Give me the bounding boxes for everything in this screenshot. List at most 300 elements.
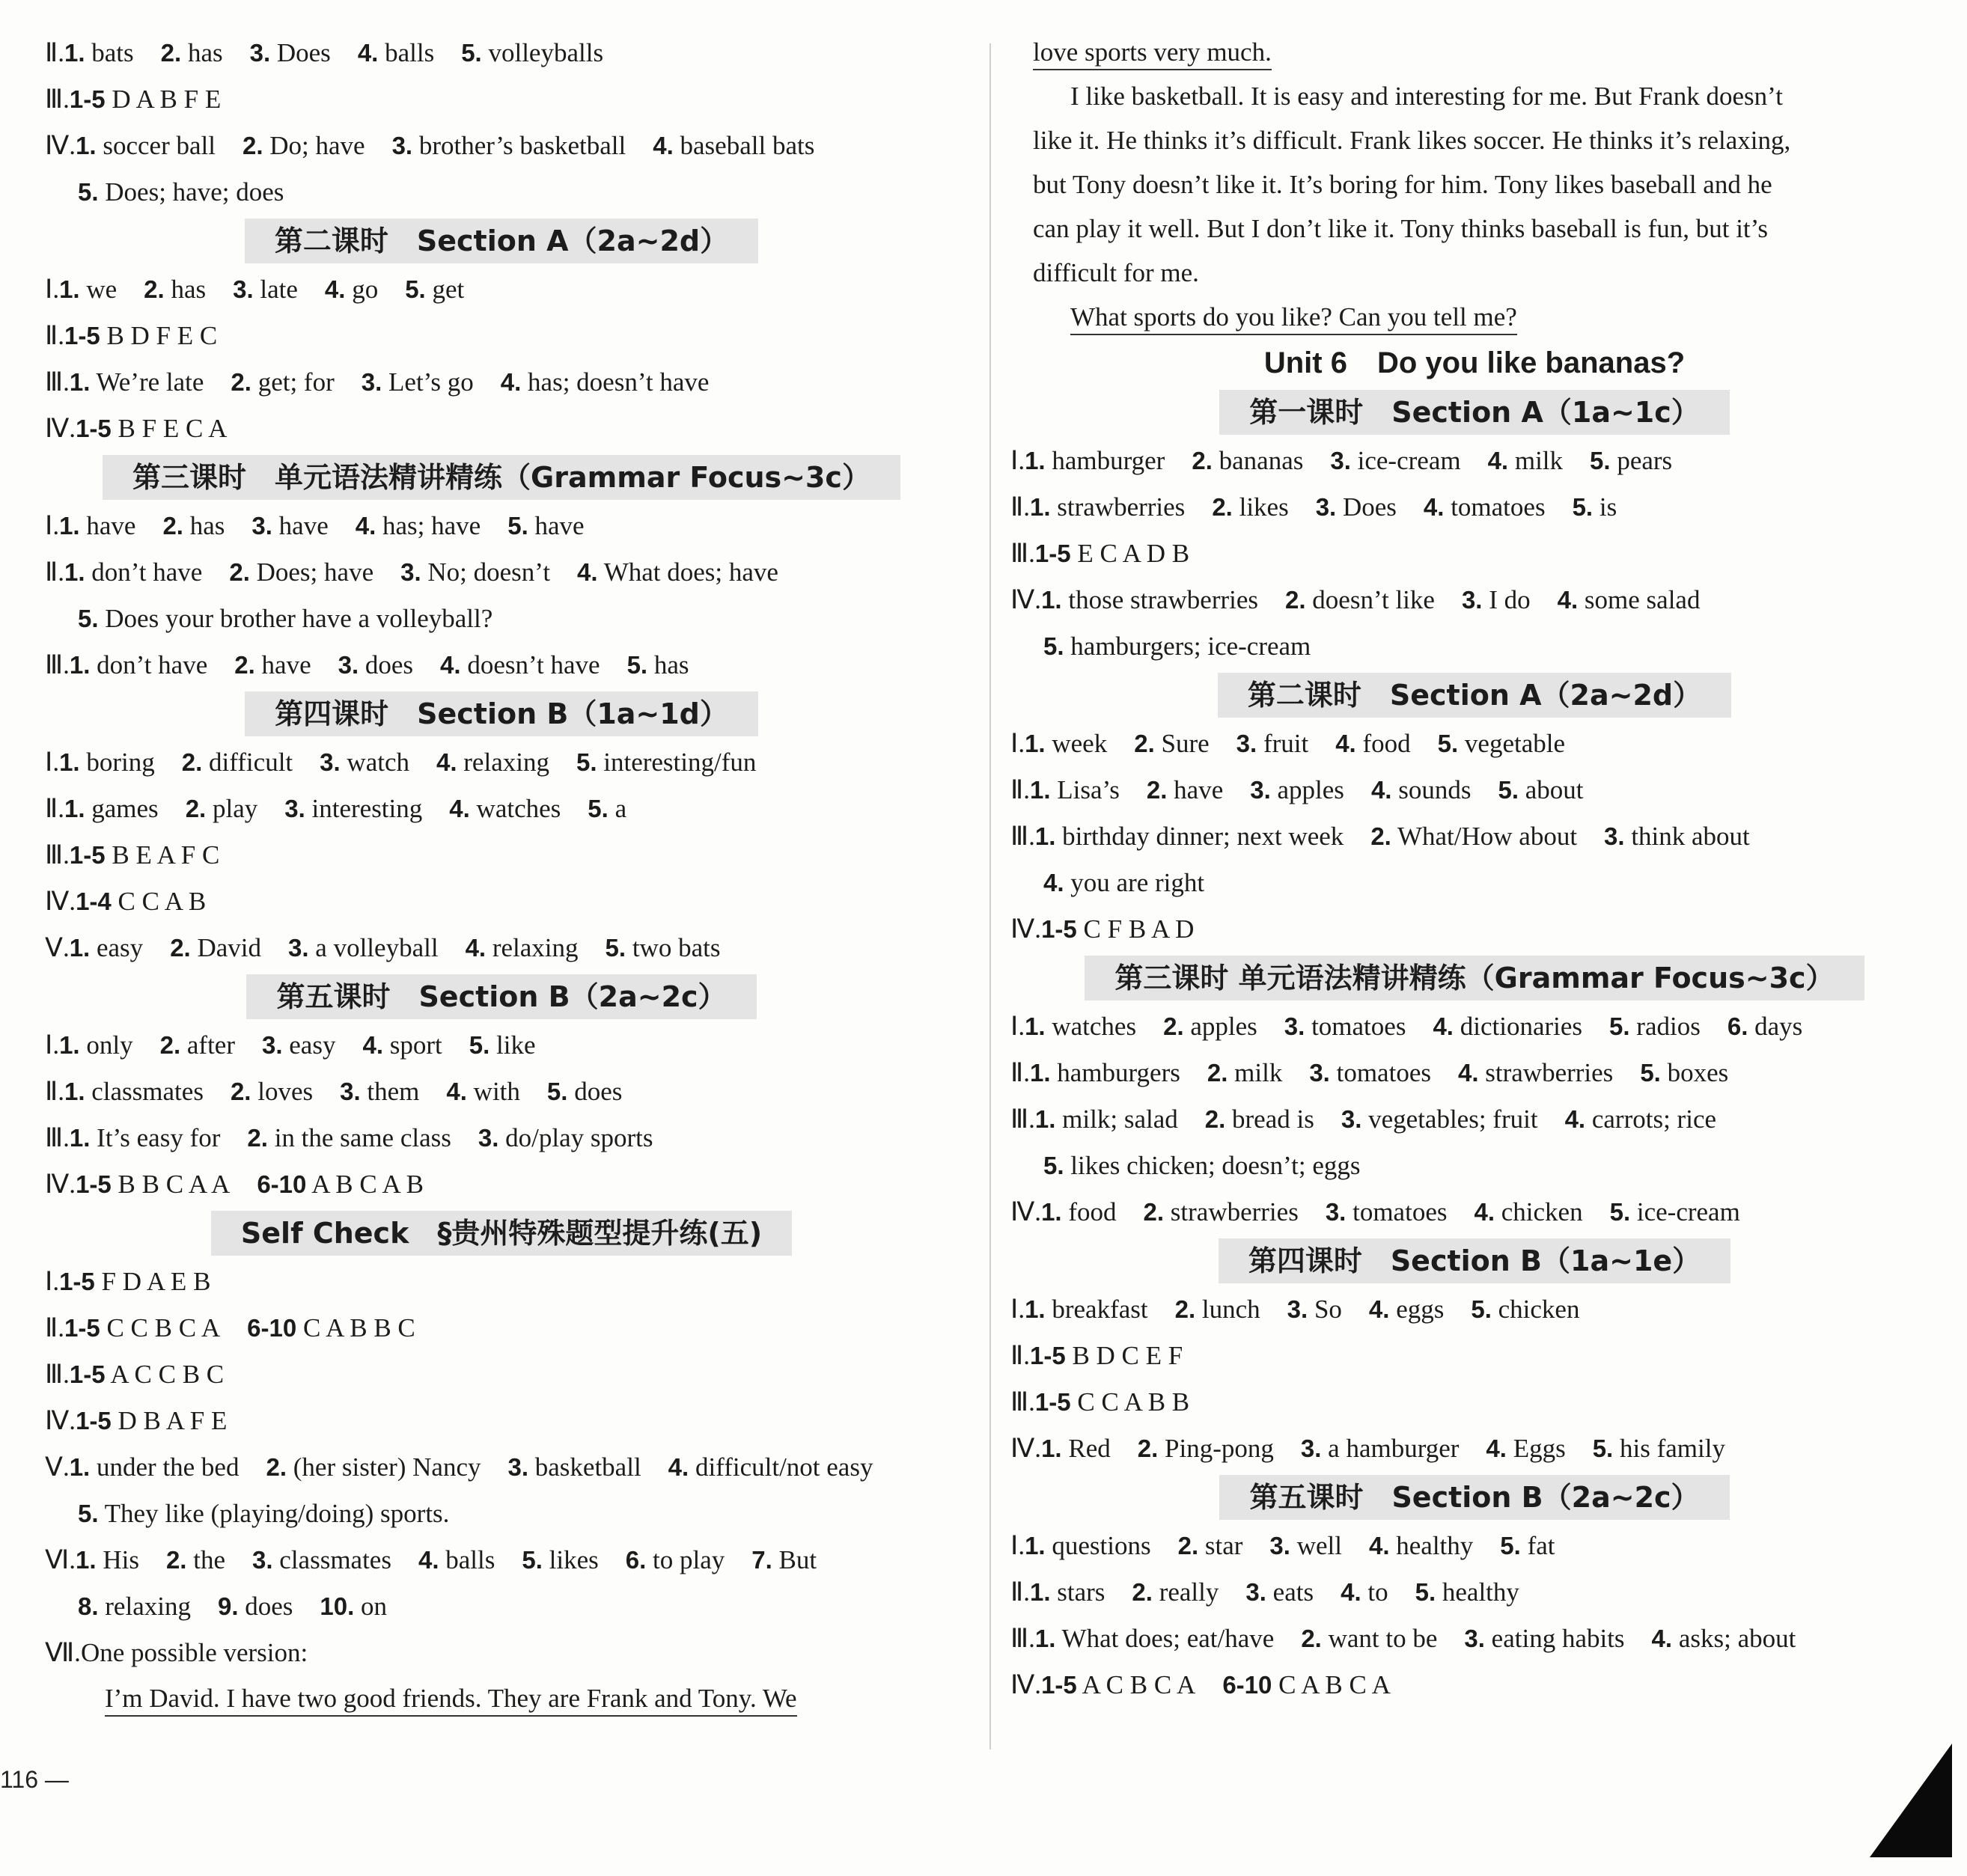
- answer-item: 6-10 A B C A B: [257, 1170, 424, 1199]
- exercise-number: Ⅲ.: [45, 650, 70, 679]
- answer-line: [1010, 484, 1939, 531]
- exercise-number: Ⅰ.: [45, 275, 60, 304]
- answer-line: [45, 549, 958, 596]
- column-divider: [989, 43, 991, 1750]
- answer-line: [1010, 1286, 1939, 1333]
- answer-item: 4. difficult/not easy: [668, 1452, 873, 1482]
- answer-line: [1010, 438, 1939, 484]
- answer-item: 5. is: [1572, 492, 1617, 522]
- answer-item: 3. eats: [1245, 1577, 1314, 1607]
- section-heading-row: [1010, 388, 1939, 436]
- answer-item: 3. have: [251, 511, 329, 540]
- section-heading: 第三课时 单元语法精讲精练（Grammar Focus~3c）: [1085, 956, 1864, 1000]
- essay-text: difficult for me.: [1033, 258, 1199, 287]
- answer-item: 3. No; doesn’t: [400, 557, 551, 587]
- answer-item: 3. Let’s go: [361, 367, 474, 397]
- answer-item: 5. like: [469, 1030, 536, 1060]
- exercise-number: Ⅳ.: [1010, 1197, 1042, 1226]
- answer-item: 6-10 C A B C A: [1222, 1670, 1391, 1699]
- essay-text: like it. He thinks it’s difficult. Frank likes soccer. He thinks it’s relaxing,: [1033, 126, 1791, 155]
- answer-item: 1. we: [59, 275, 118, 304]
- answer-line: [1010, 721, 1939, 767]
- answer-item: 3. a hamburger: [1300, 1434, 1460, 1463]
- answer-line: [1010, 1569, 1939, 1616]
- answer-item: 3. brother’s basketball: [391, 131, 626, 160]
- answer-item: 2. (her sister) Nancy: [266, 1452, 481, 1482]
- answer-line: [45, 642, 958, 688]
- exercise-number: Ⅱ.: [1010, 775, 1030, 804]
- section-heading-row: [1010, 671, 1939, 719]
- section-heading-row: [1010, 954, 1939, 1002]
- answer-item: 1. birthday dinner; next week: [1034, 822, 1344, 851]
- exercise-number: Ⅱ.: [1010, 492, 1030, 522]
- answer-item: 1. boring: [59, 748, 155, 777]
- answer-item: 3. apples: [1250, 775, 1344, 804]
- answer-line: [1010, 531, 1939, 577]
- exercise-number: Ⅰ.: [1010, 446, 1025, 475]
- answer-item: 3. a volleyball: [288, 933, 439, 962]
- answer-item: 2. have: [234, 650, 311, 679]
- answer-item: 4. you are right: [1043, 868, 1205, 897]
- answer-item: 2. get; for: [231, 367, 335, 397]
- answer-item: 3. I do: [1461, 585, 1531, 614]
- answer-item: 2. have: [1146, 775, 1224, 804]
- exercise-number: Ⅲ.: [45, 1123, 70, 1152]
- answer-line: [45, 76, 958, 123]
- answer-item: 1. Red: [1041, 1434, 1111, 1463]
- answer-item: 3. classmates: [252, 1545, 391, 1574]
- answer-line: [45, 879, 958, 925]
- answer-line: [45, 1022, 958, 1069]
- answer-item: 4. sounds: [1370, 775, 1472, 804]
- section-heading: 第四课时 Section B（1a~1e）: [1219, 1238, 1730, 1283]
- answer-item: 3. well: [1269, 1531, 1342, 1560]
- answer-item: 1. soccer ball: [76, 131, 216, 160]
- answer-item: 4. relaxing: [436, 748, 549, 777]
- answer-item: 2. loves: [230, 1077, 314, 1106]
- answer-item: 6. days: [1727, 1012, 1803, 1041]
- section-heading-row: [45, 217, 958, 265]
- answer-line: [1010, 1662, 1939, 1708]
- answer-line: [45, 1398, 958, 1444]
- answer-item: 1. bats: [64, 38, 134, 67]
- exercise-number: Ⅱ.: [45, 1077, 64, 1106]
- answer-line-continued: [1010, 860, 1939, 906]
- answer-line: [1010, 906, 1939, 953]
- unit-title: Unit 6 Do you like bananas?: [1263, 346, 1686, 379]
- answer-line: [45, 786, 958, 832]
- answer-item: 1. Lisa’s: [1029, 775, 1120, 804]
- answer-item: 2. Ping-pong: [1137, 1434, 1274, 1463]
- answer-item: 2. Does; have: [229, 557, 374, 587]
- answer-item: 1. His: [76, 1545, 139, 1574]
- answer-item: 3. tomatoes: [1309, 1058, 1431, 1087]
- answer-item: 1-4 C C A B: [76, 887, 207, 916]
- answer-line: [45, 1259, 958, 1305]
- answer-item: 5. volleyballs: [461, 38, 604, 67]
- answer-item: 1. watches: [1025, 1012, 1137, 1041]
- essay-line: [45, 1676, 958, 1720]
- answer-item: 1. milk; salad: [1034, 1104, 1178, 1134]
- exercise-number: Ⅳ.: [1010, 1670, 1042, 1699]
- answer-line: [1010, 577, 1939, 623]
- answer-item: 2. has: [160, 38, 223, 67]
- answer-item: 3. do/play sports: [478, 1123, 653, 1152]
- answer-item: 4. go: [324, 275, 379, 304]
- answer-item: 1-5 B F E C A: [76, 414, 228, 443]
- answer-item: 1. hamburgers: [1029, 1058, 1180, 1087]
- answer-line: [45, 1444, 958, 1491]
- exercise-number: Ⅰ.: [45, 1267, 60, 1296]
- exercise-number: Ⅳ.: [45, 1170, 76, 1199]
- answer-item: 1. What does; eat/have: [1034, 1624, 1275, 1653]
- answer-item: 5. vegetable: [1437, 729, 1566, 758]
- exercise-number: Ⅳ.: [45, 887, 76, 916]
- answer-item: 1. food: [1041, 1197, 1117, 1226]
- answer-item: 1. strawberries: [1029, 492, 1186, 522]
- answer-line: [1010, 1426, 1939, 1472]
- exercise-number: Ⅱ.: [1010, 1341, 1030, 1370]
- essay-line: [1010, 74, 1939, 118]
- answer-item: 3. vegetables; fruit: [1341, 1104, 1538, 1134]
- exercise-number: Ⅰ.: [45, 511, 60, 540]
- exercise-number: Ⅳ.: [45, 131, 76, 160]
- answer-item: 4. has; have: [355, 511, 481, 540]
- section-heading: 第四课时 Section B（1a~1d）: [245, 691, 758, 736]
- section-heading-row: [1010, 1473, 1939, 1521]
- answer-item: 3. So: [1287, 1295, 1342, 1324]
- exercise-number: Ⅳ.: [1010, 914, 1042, 944]
- answer-item: 2. Do; have: [242, 131, 365, 160]
- exercise-number: Ⅴ.: [45, 933, 70, 962]
- answer-item: 9. does: [217, 1592, 293, 1621]
- exercise-number: Ⅳ.: [1010, 585, 1042, 614]
- answer-line: [45, 739, 958, 786]
- answer-item: 3. basketball: [507, 1452, 641, 1482]
- answer-item: 4. chicken: [1474, 1197, 1583, 1226]
- answer-item: 5. likes: [522, 1545, 599, 1574]
- answer-item: 6-10 C A B B C: [247, 1313, 415, 1342]
- answer-item: 5. likes chicken; doesn’t; eggs: [1043, 1151, 1361, 1180]
- essay-text: but Tony doesn’t like it. It’s boring for him. Tony likes baseball and he: [1033, 170, 1772, 199]
- answer-line: [45, 359, 958, 406]
- answer-item: 3. late: [233, 275, 298, 304]
- exercise-number: Ⅰ.: [1010, 1012, 1025, 1041]
- answer-item: 3. Does: [1315, 492, 1397, 522]
- answer-item: 1-5 C C A B B: [1034, 1387, 1190, 1417]
- answer-item: 7. But: [751, 1545, 817, 1574]
- answer-item: 3. Does: [249, 38, 331, 67]
- answer-item: 3. ice-cream: [1330, 446, 1461, 475]
- answer-item: 5. fat: [1500, 1531, 1555, 1560]
- answer-item: 2. lunch: [1174, 1295, 1260, 1324]
- answer-item: 2. after: [159, 1030, 235, 1060]
- right-column: [1010, 30, 1939, 1708]
- exercise-number: Ⅲ.: [45, 1360, 70, 1389]
- essay-text: I like basketball. It is easy and interesting for me. But Frank doesn’t: [1070, 82, 1783, 111]
- answer-item: 4. some salad: [1557, 585, 1701, 614]
- answer-item: 5. hamburgers; ice-cream: [1043, 632, 1311, 661]
- answer-item: 1-5 B E A F C: [69, 840, 220, 870]
- answer-item: 2. want to be: [1301, 1624, 1438, 1653]
- answer-line: [1010, 1189, 1939, 1235]
- answer-item: 1. stars: [1029, 1577, 1106, 1607]
- answer-item: 5. radios: [1609, 1012, 1701, 1041]
- answer-item: 1. breakfast: [1025, 1295, 1148, 1324]
- answer-line-continued: [45, 1491, 958, 1537]
- answer-line: [45, 30, 958, 76]
- answer-item: 4. has; doesn’t have: [500, 367, 710, 397]
- answer-item: 4. healthy: [1368, 1531, 1474, 1560]
- answer-item: 1. those strawberries: [1041, 585, 1259, 614]
- essay-line: [1010, 251, 1939, 295]
- section-heading: Self Check §贵州特殊题型提升练(五): [211, 1211, 792, 1256]
- answer-line: [45, 266, 958, 313]
- answer-line: [45, 832, 958, 879]
- answer-item: 1-5 B D C E F: [1029, 1341, 1183, 1370]
- answer-line: [1010, 1003, 1939, 1050]
- essay-line: [1010, 207, 1939, 251]
- answer-line: [1010, 1379, 1939, 1426]
- answer-item: 4. Eggs: [1486, 1434, 1566, 1463]
- answer-item: 2. milk: [1207, 1058, 1283, 1087]
- answer-item: 5. Does; have; does: [78, 177, 284, 207]
- exercise-number: Ⅲ.: [1010, 1104, 1035, 1134]
- section-heading: 第五课时 Section B（2a~2c）: [1219, 1475, 1729, 1520]
- answer-line: [1010, 1616, 1939, 1662]
- answer-line-continued: [45, 1583, 958, 1630]
- exercise-number: Ⅱ.: [1010, 1577, 1030, 1607]
- answer-item: 4. asks; about: [1651, 1624, 1796, 1653]
- answer-item: 1-5 E C A D B: [1034, 539, 1190, 568]
- answer-line-continued: [1010, 623, 1939, 670]
- answer-item: 1. questions: [1025, 1531, 1151, 1560]
- essay-line: [1010, 118, 1939, 162]
- corner-tab-mark: [1870, 1744, 1952, 1857]
- answer-item: 6. to play: [625, 1545, 725, 1574]
- answer-item: 4. sport: [362, 1030, 442, 1060]
- answer-item: 3. easy: [261, 1030, 336, 1060]
- answer-line: [1010, 1096, 1939, 1143]
- answer-item: 4. relaxing: [465, 933, 579, 962]
- answer-item: 4. with: [446, 1077, 520, 1106]
- exercise-number: Ⅳ.: [45, 414, 76, 443]
- essay-line: [1010, 162, 1939, 207]
- answer-line: [1010, 1050, 1939, 1096]
- exercise-number: Ⅱ.: [45, 38, 64, 67]
- answer-item: 2. bread is: [1204, 1104, 1314, 1134]
- answer-item: 3. interesting: [284, 794, 423, 823]
- answer-item: 4. balls: [418, 1545, 495, 1574]
- answer-line: [45, 1351, 958, 1398]
- answer-item: 3. tomatoes: [1325, 1197, 1448, 1226]
- answer-item: 2. difficult: [181, 748, 293, 777]
- exercise-number: Ⅱ.: [1010, 1058, 1030, 1087]
- exercise-number: Ⅰ.: [1010, 1531, 1025, 1560]
- answer-item: 2. strawberries: [1143, 1197, 1299, 1226]
- answer-item: 1. hamburger: [1025, 446, 1165, 475]
- answer-line: [45, 1115, 958, 1161]
- exercise-number: Ⅲ.: [45, 85, 70, 114]
- answer-item: 1. only: [59, 1030, 133, 1060]
- answer-line: [45, 1630, 958, 1676]
- left-column: [45, 30, 958, 1720]
- answer-item: 4. food: [1335, 729, 1411, 758]
- exercise-number: Ⅰ.: [45, 748, 60, 777]
- answer-line-continued: [1010, 1143, 1939, 1189]
- answer-item: 1. easy: [69, 933, 144, 962]
- answer-item: 4. What does; have: [577, 557, 778, 587]
- answer-item: 2. the: [165, 1545, 225, 1574]
- exercise-number: Ⅴ.: [45, 1452, 70, 1482]
- answer-item: 5. Does your brother have a volleyball?: [78, 604, 493, 633]
- answer-item: 2. likes: [1212, 492, 1289, 522]
- essay-line: [1010, 30, 1939, 74]
- answer-item: 1-5 C F B A D: [1041, 914, 1195, 944]
- answer-item: 2. bananas: [1192, 446, 1304, 475]
- section-heading: 第二课时 Section A（2a~2d）: [1218, 673, 1731, 718]
- exercise-number: Ⅱ.: [45, 557, 64, 587]
- answer-item: 5. get: [405, 275, 465, 304]
- answer-item: 1-5 F D A E B: [59, 1267, 211, 1296]
- answer-item: 1-5 A C B C A: [1041, 1670, 1196, 1699]
- answer-item: 2. Sure: [1134, 729, 1210, 758]
- exercise-number: Ⅶ.: [45, 1638, 81, 1667]
- answer-item: 2. has: [144, 275, 207, 304]
- answer-line: [45, 123, 958, 169]
- section-heading-row: [45, 453, 958, 501]
- essay-continuation: [1010, 30, 1939, 339]
- answer-item: 5. has: [626, 650, 689, 679]
- unit6-answers: [1010, 388, 1939, 1708]
- exercise-number: Ⅳ.: [45, 1406, 76, 1435]
- answer-item: 2. What/How about: [1370, 822, 1578, 851]
- answer-item: 5. ice-cream: [1609, 1197, 1740, 1226]
- answer-item: 8. relaxing: [78, 1592, 191, 1621]
- answer-line: [45, 406, 958, 452]
- answer-item: 2. has: [162, 511, 225, 540]
- answer-item: 5. chicken: [1471, 1295, 1580, 1324]
- answer-item: 1. It’s easy for: [69, 1123, 221, 1152]
- answer-item: 3. them: [340, 1077, 420, 1106]
- answer-item: 5. have: [507, 511, 585, 540]
- answer-item: 4. carrots; rice: [1564, 1104, 1717, 1134]
- exercise-number: Ⅱ.: [45, 794, 64, 823]
- answer-item: 1-5 D B A F E: [76, 1406, 228, 1435]
- answer-item: 4. to: [1341, 1577, 1388, 1607]
- answer-item: 1-5 C C B C A: [64, 1313, 221, 1342]
- essay-text: I’m David. I have two good friends. They are Frank and Tony. We: [105, 1682, 797, 1717]
- answer-item: 5. They like (playing/doing) sports.: [78, 1499, 450, 1528]
- answer-item: 5. about: [1498, 775, 1584, 804]
- answer-line: [45, 313, 958, 359]
- answer-item: 3. watch: [320, 748, 409, 777]
- answer-item: 1. don’t have: [64, 557, 203, 587]
- answer-item: 4. watches: [449, 794, 561, 823]
- answer-item: 2. star: [1177, 1531, 1243, 1560]
- answer-item: 2. apples: [1163, 1012, 1257, 1041]
- answer-item: 1. week: [1025, 729, 1108, 758]
- answer-item: 3. tomatoes: [1284, 1012, 1406, 1041]
- answer-item: 1. games: [64, 794, 159, 823]
- answer-item: 3. think about: [1604, 822, 1750, 851]
- section-heading: 第二课时 Section A（2a~2d）: [245, 219, 758, 263]
- answer-item: 5. two bats: [605, 933, 721, 962]
- answer-item: One possible version:: [80, 1638, 308, 1667]
- answer-item: 10. on: [320, 1592, 388, 1621]
- answer-item: 5. his family: [1592, 1434, 1725, 1463]
- page-number: 116 —: [0, 1766, 69, 1793]
- essay-text: What sports do you like? Can you tell me?: [1070, 301, 1517, 335]
- answer-item: 5. does: [546, 1077, 623, 1106]
- section-heading-row: [1010, 1237, 1939, 1285]
- answer-item: 1. have: [59, 511, 136, 540]
- answer-item: 5. interesting/fun: [576, 748, 757, 777]
- exercise-number: Ⅲ.: [45, 840, 70, 870]
- answer-line: [45, 503, 958, 549]
- answer-line: [45, 1161, 958, 1208]
- answer-line: [45, 1537, 958, 1583]
- exercise-number: Ⅰ.: [1010, 1295, 1025, 1324]
- exercise-number: Ⅱ.: [45, 1313, 64, 1342]
- answer-item: 1. classmates: [64, 1077, 204, 1106]
- answer-item: 1. We’re late: [69, 367, 204, 397]
- answer-item: 3. does: [338, 650, 414, 679]
- section-heading-row: [45, 973, 958, 1021]
- answer-item: 1-5 B D F E C: [64, 321, 218, 350]
- answer-line: [1010, 1523, 1939, 1569]
- essay-text: can play it well. But I don’t like it. Tony thinks baseball is fun, but it’s: [1033, 214, 1768, 243]
- essay-line: [1010, 295, 1939, 339]
- answer-item: 4. strawberries: [1457, 1058, 1614, 1087]
- exercise-number: Ⅲ.: [1010, 822, 1035, 851]
- answer-item: 4. balls: [357, 38, 435, 67]
- answer-item: 5. healthy: [1415, 1577, 1519, 1607]
- answer-line-continued: [45, 169, 958, 216]
- answer-line: [45, 1069, 958, 1115]
- answer-item: 4. doesn’t have: [440, 650, 600, 679]
- section-heading-row: [45, 690, 958, 738]
- section-heading: 第五课时 Section B（2a~2c）: [246, 974, 756, 1019]
- exercise-number: Ⅲ.: [1010, 1624, 1035, 1653]
- exercise-number: Ⅰ.: [45, 1030, 60, 1060]
- exercise-number: Ⅵ.: [45, 1545, 76, 1574]
- exercise-number: Ⅲ.: [45, 367, 70, 397]
- answer-item: 3. eating habits: [1464, 1624, 1625, 1653]
- answer-item: 2. play: [185, 794, 258, 823]
- answer-item: 4. baseball bats: [653, 131, 815, 160]
- answer-line-continued: [45, 596, 958, 642]
- answer-item: 1. don’t have: [69, 650, 208, 679]
- answer-line: [1010, 767, 1939, 813]
- section-heading: 第一课时 Section A（1a~1c）: [1219, 390, 1730, 435]
- answer-line: [1010, 813, 1939, 860]
- answer-item: 3. fruit: [1236, 729, 1309, 758]
- answer-item: 2. really: [1132, 1577, 1219, 1607]
- section-heading: 第三课时 单元语法精讲精练（Grammar Focus~3c）: [103, 455, 900, 500]
- exercise-number: Ⅰ.: [1010, 729, 1025, 758]
- answer-item: 1. under the bed: [69, 1452, 240, 1482]
- answer-item: 4. milk: [1487, 446, 1564, 475]
- answer-item: 2. doesn’t like: [1285, 585, 1435, 614]
- answer-line: [45, 1305, 958, 1351]
- answer-line: [1010, 1333, 1939, 1379]
- answer-item: 4. eggs: [1368, 1295, 1445, 1324]
- answer-item: 2. in the same class: [247, 1123, 451, 1152]
- answer-item: 1-5 B B C A A: [76, 1170, 231, 1199]
- answer-item: 1-5 D A B F E: [69, 85, 222, 114]
- exercise-number: Ⅳ.: [1010, 1434, 1042, 1463]
